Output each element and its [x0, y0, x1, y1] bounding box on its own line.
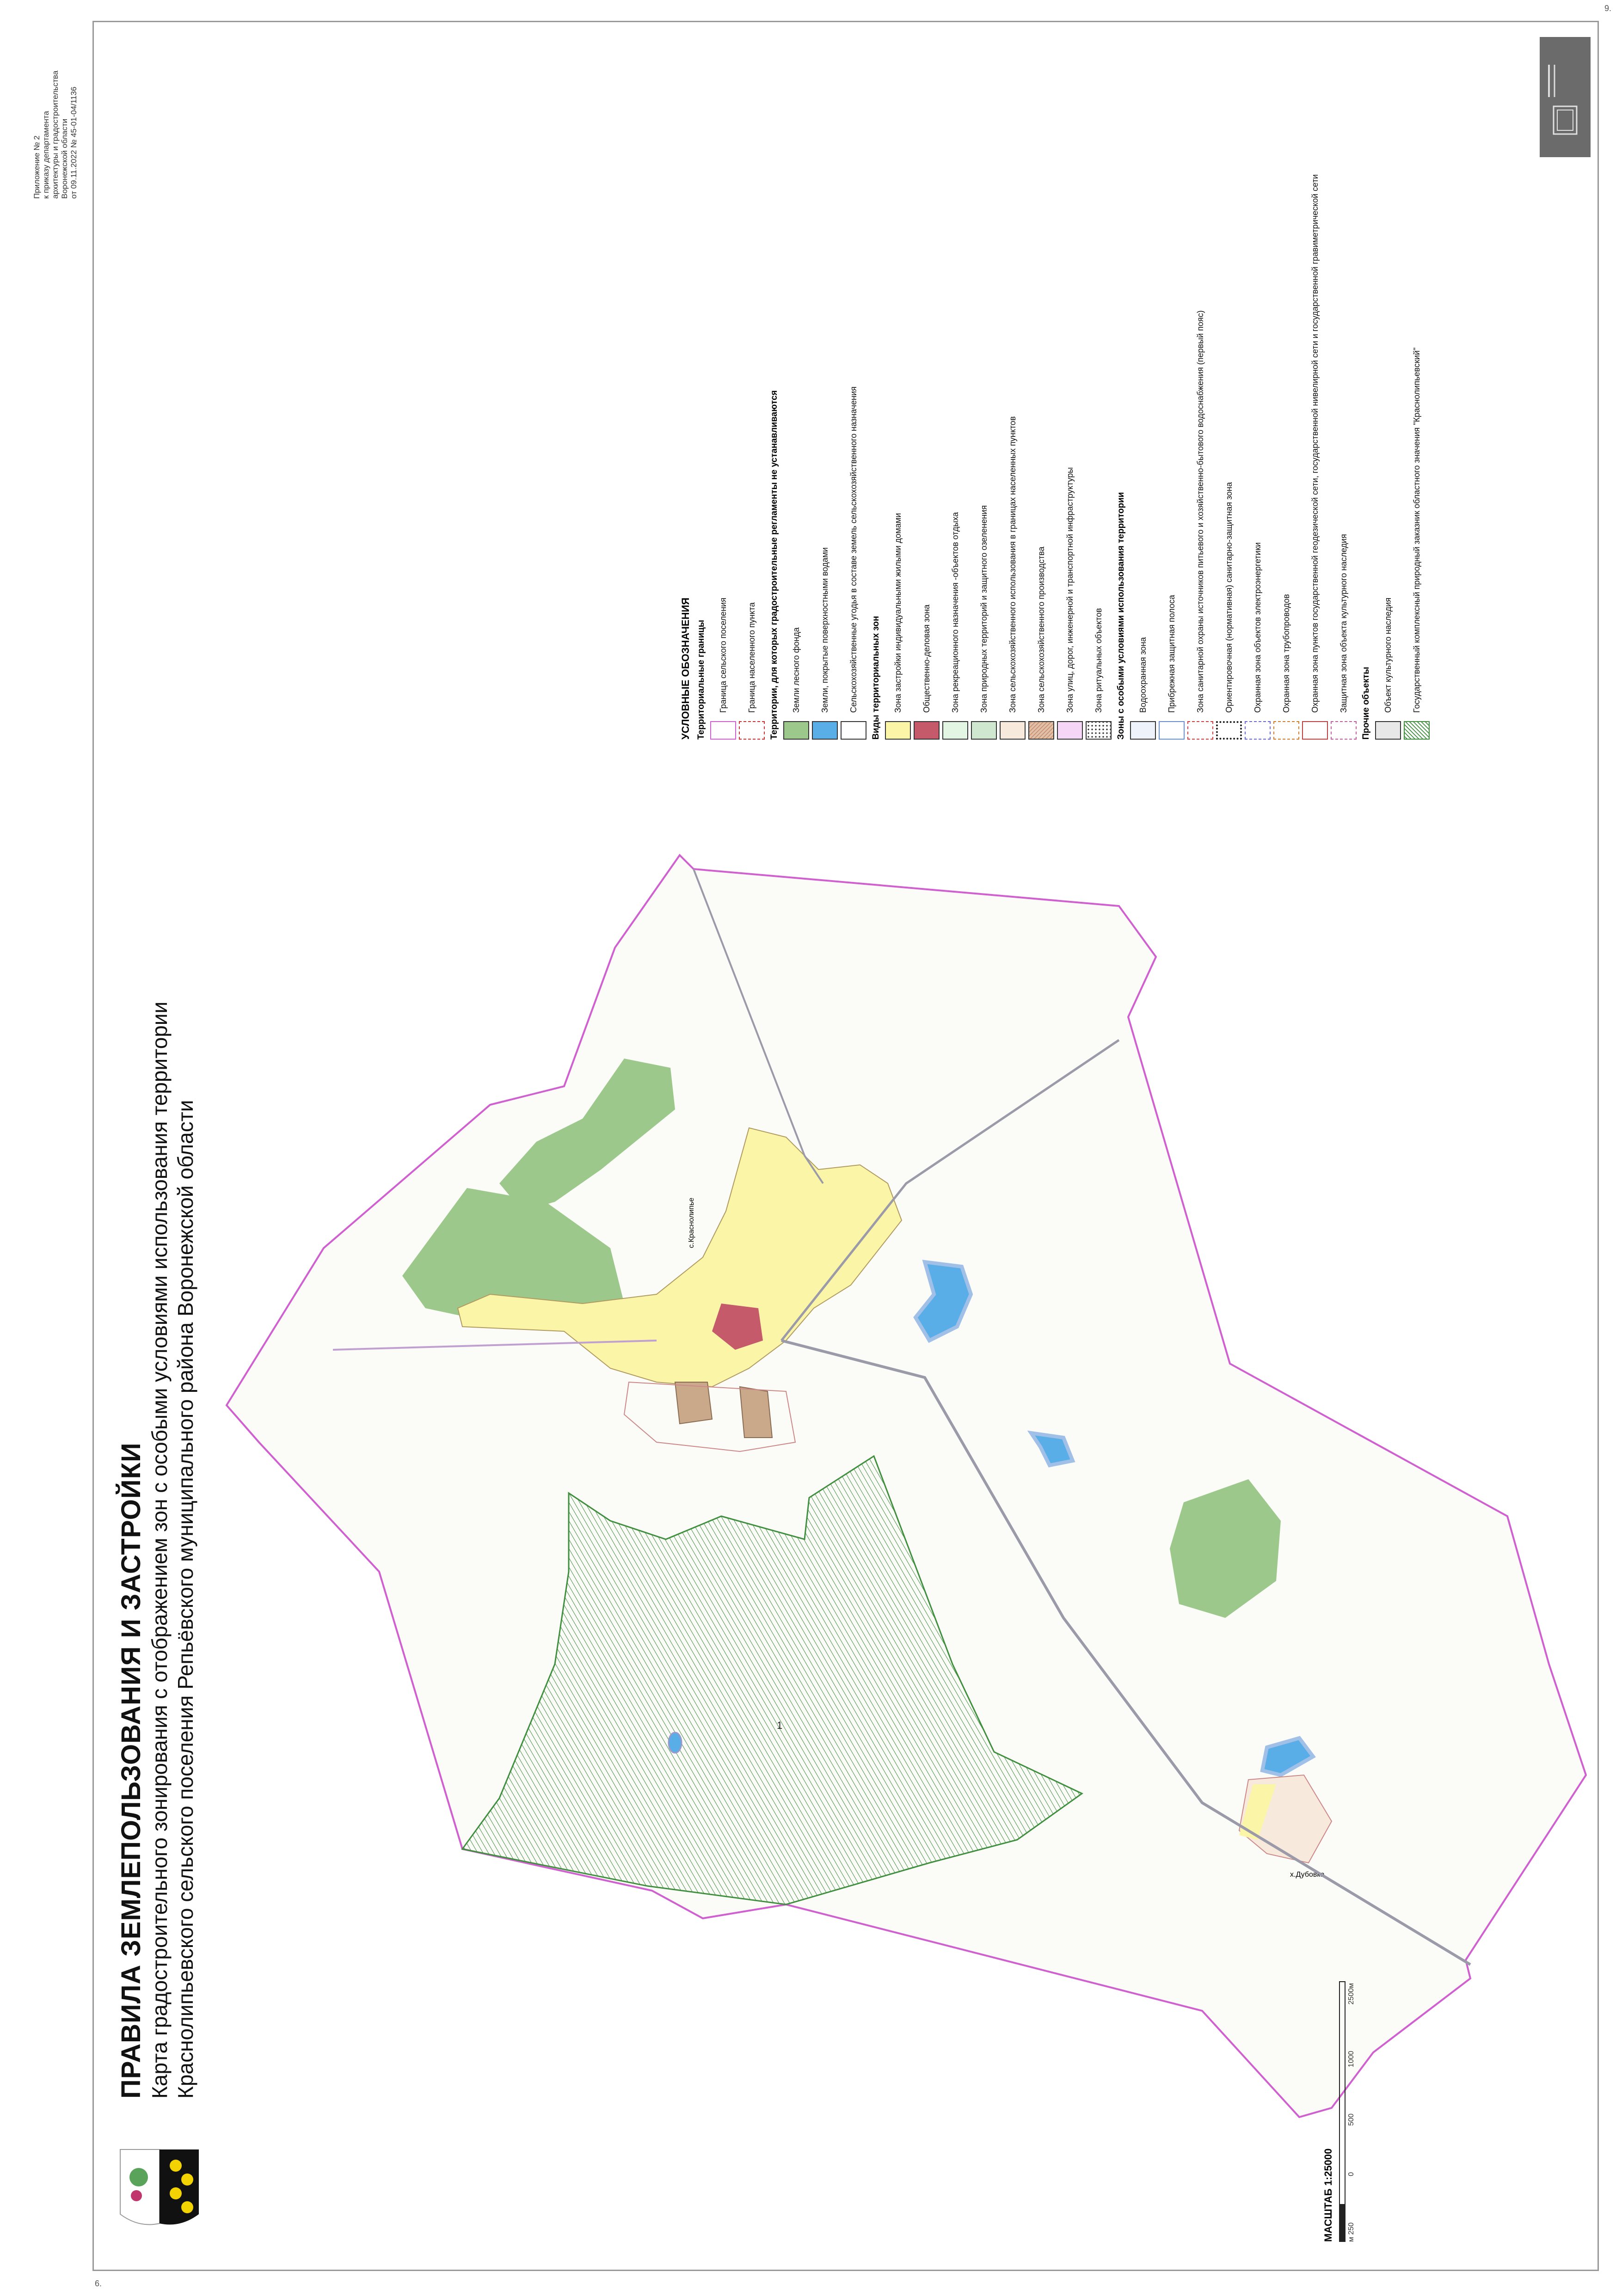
- production-zone: [740, 1387, 772, 1438]
- settlement-territory: [227, 855, 1586, 2117]
- scale-tick: 2500м: [1347, 1983, 1355, 2005]
- legend-swatch: [1130, 721, 1156, 740]
- legend-swatch: [783, 721, 809, 740]
- legend-item: Объект культурного наследия: [1375, 18, 1401, 740]
- legend-item: Земли лесного фонда: [783, 18, 809, 740]
- legend-swatch: [1216, 721, 1242, 740]
- production-zone: [675, 1382, 712, 1424]
- legend-item: Сельскохозяйственные угодья в составе земель сельскохозяйственного назначения: [841, 18, 866, 740]
- red-dash-line-icon: [739, 721, 765, 740]
- hatch-swatch-icon: [1404, 721, 1430, 740]
- annex-line: к приказу департамента: [42, 111, 50, 199]
- legend-group-heading: Виды территориальных зон: [871, 616, 881, 740]
- legend-group-heading: Прочие объекты: [1361, 667, 1371, 740]
- title-block: [116, 1002, 198, 2099]
- legend-item: Зона рекреационного назначения -объектов отдыха: [942, 18, 968, 740]
- pink-line-icon: [710, 721, 736, 740]
- legend-swatch: [1302, 721, 1328, 740]
- coat-of-arms-icon: [116, 2145, 203, 2233]
- scale-label: МАСШТАБ 1:25000: [1322, 2148, 1334, 2242]
- legend-item: Зона санитарной охраны источников питьевого и хозяйственно-бытового водоснабжения (первый пояс): [1187, 18, 1213, 740]
- legend-item: Зона сельскохозяйственного производства: [1028, 18, 1054, 740]
- legend-item: Охранная зона трубопроводов: [1273, 18, 1299, 740]
- legend-group-heading: Территориальные границы: [696, 619, 706, 740]
- page-subtitle: Карта градостроительного зонирования с отображением зон с особыми условиями использования территории: [147, 1001, 172, 2099]
- scale-tick: м 250: [1347, 2222, 1355, 2242]
- corner-number-bottom: 6.: [95, 2279, 102, 2288]
- legend-item: Зона застройки индивидуальными жилыми домами: [885, 18, 911, 740]
- annex-line: от 09.11.2022 № 45-01-04/1136: [69, 86, 78, 199]
- legend-group-heading: Территории, для которых градостроительные регламенты не устанавливаются: [769, 390, 779, 740]
- legend-swatch: [812, 721, 838, 740]
- legend-swatch: [1000, 721, 1026, 740]
- heritage-object-icon: [1375, 721, 1401, 740]
- legend-title: УСЛОВНЫЕ ОБОЗНАЧЕНИЯ: [680, 597, 691, 740]
- annex-line: Приложение № 2: [32, 135, 41, 199]
- legend-swatch: [1028, 721, 1054, 740]
- scale-tick: 1000: [1347, 2051, 1355, 2068]
- legend-item: Граница сельского поселения: [710, 18, 736, 740]
- pond: [669, 1733, 682, 1753]
- legend-item: Зона природных территорий и защитного озеленения: [971, 18, 997, 740]
- village-label-north: с.Краснолипье: [688, 1197, 695, 1248]
- reserve-number: 1: [777, 1720, 783, 1731]
- legend-item: Общественно-деловая зона: [914, 18, 940, 740]
- legend-swatch: [1057, 721, 1083, 740]
- page-subtitle-2: Краснолипьевского сельского поселения Репьёвского муниципального района Воронежской области: [173, 1100, 197, 2099]
- legend-item: Защитная зона объекта культурного наследия: [1331, 18, 1357, 740]
- village-label-south: х.Дубовка: [1290, 1871, 1325, 1879]
- page-title: ПРАВИЛА ЗЕМЛЕПОЛЬЗОВАНИЯ И ЗАСТРОЙКИ: [116, 1442, 146, 2099]
- legend-item: Охранная зона объектов электроэнергетики: [1245, 18, 1271, 740]
- legend-group-heading: Зоны с особыми условиями использования территории: [1116, 492, 1126, 740]
- legend-swatch: [885, 721, 911, 740]
- legend-item: Охранная зона пунктов государственной геодезической сети, государственной нивелирной сети и государственной гравиметрической сети: [1302, 18, 1328, 740]
- scale-tick: 0: [1347, 2172, 1355, 2176]
- legend-swatch: [1331, 721, 1357, 740]
- scale-tick: 500: [1347, 2113, 1355, 2126]
- dotted-swatch-icon: [1086, 721, 1112, 740]
- legend-swatch: [1245, 721, 1271, 740]
- legend-swatch: [1159, 721, 1185, 740]
- legend-item: Водоохранная зона: [1130, 18, 1156, 740]
- scale-bar: [1322, 1981, 1356, 2242]
- legend-item: Зона улиц, дорог, инженерной и транспортной инфраструктуры: [1057, 18, 1083, 740]
- annex-line: архитектуры и градостроительства: [51, 70, 60, 199]
- legend-item: Ориентировочная (нормативная) санитарно-защитная зона: [1216, 18, 1242, 740]
- legend-swatch: [1273, 721, 1299, 740]
- legend-swatch: [942, 721, 968, 740]
- legend-item: Граница населенного пункта: [739, 18, 765, 740]
- corner-number-top: 9.: [1604, 4, 1612, 13]
- legend-swatch: [1187, 721, 1213, 740]
- annex-line: Воронежской области: [60, 118, 69, 199]
- legend-item: Прибрежная защитная полоса: [1159, 18, 1185, 740]
- legend-swatch: [841, 721, 866, 740]
- legend-item: Зона сельскохозяйственного использования в границах населенных пунктов: [1000, 18, 1026, 740]
- legend-swatch: [914, 721, 940, 740]
- legend-item: Государственный комплексный природный заказник областного значения "Краснолипьевский": [1404, 18, 1430, 740]
- legend-item: Земли, покрытые поверхностными водами: [812, 18, 838, 740]
- legend-swatch: [971, 721, 997, 740]
- legend-item: Зона ритуальных объектов: [1086, 18, 1112, 740]
- legend: [680, 18, 1432, 740]
